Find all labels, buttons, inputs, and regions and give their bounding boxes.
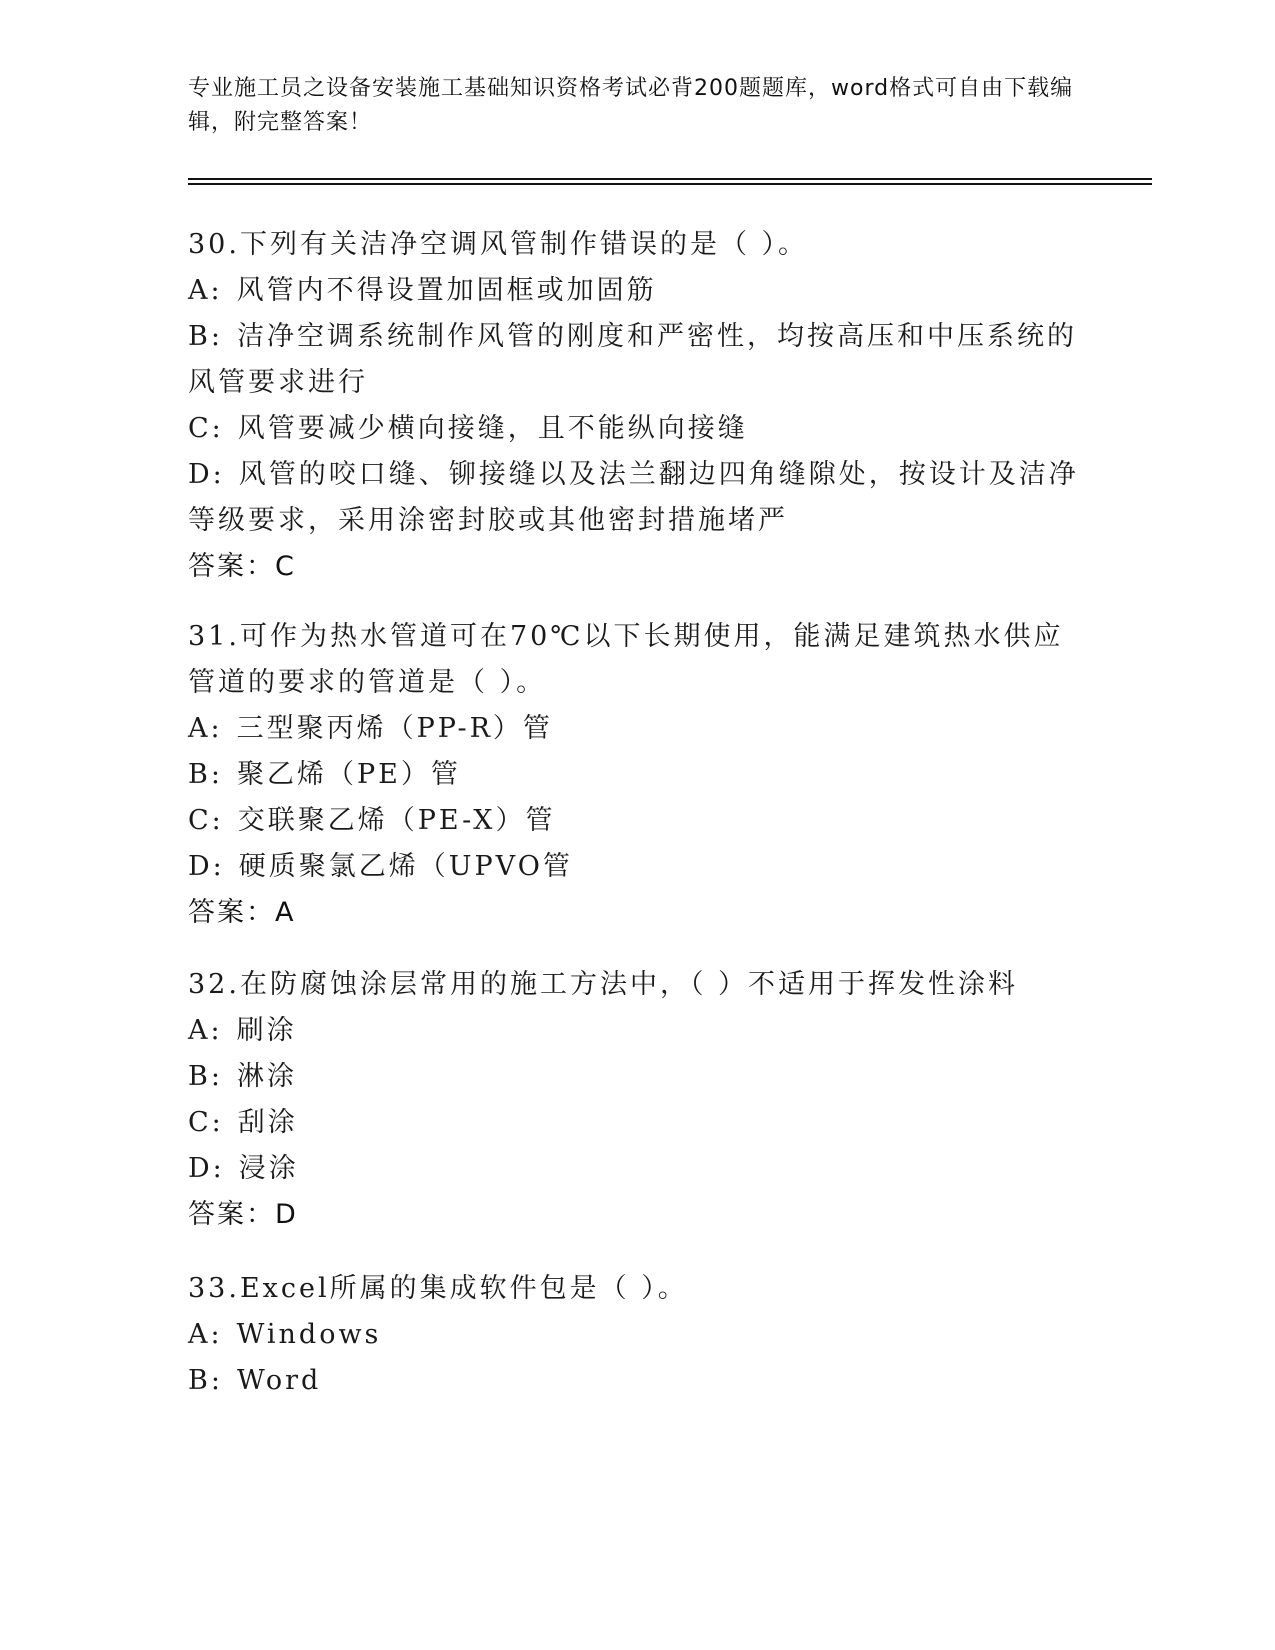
option-a [188, 268, 1088, 314]
option-text: Windows [236, 1319, 382, 1350]
option-a [188, 1008, 1088, 1054]
option-d [188, 844, 1088, 890]
question-31 [188, 614, 1088, 936]
header-divider-top [188, 178, 1152, 180]
question-text: 30.下列有关洁净空调风管制作错误的是（ ）。 [188, 229, 809, 260]
option-key: C: [188, 413, 224, 444]
option-b [188, 1054, 1088, 1100]
option-key: B: [188, 321, 223, 352]
option-c [188, 1100, 1088, 1146]
option-key: C: [188, 1107, 224, 1138]
option-text: 风管的咬口缝、铆接缝以及法兰翻边四角缝隙处，按设计及洁净等级要求，采用涂密封胶或其他密封措施堵严 [188, 459, 1079, 536]
question-text: 32.在防腐蚀涂层常用的施工方法中，（ ）不适用于挥发性涂料 [188, 969, 1019, 1000]
option-key: A: [188, 1319, 223, 1350]
document-header: 专业施工员之设备安装施工基础知识资格考试必背200题题库，word格式可自由下载编辑，附完整答案！ [188, 76, 1074, 135]
option-key: A: [188, 275, 223, 306]
question-text: 31.可作为热水管道可在70℃以下长期使用，能满足建筑热水供应管道的要求的管道是（ ）。 [188, 621, 1064, 698]
option-text: 浸涂 [238, 1153, 299, 1184]
option-text: 洁净空调系统制作风管的刚度和严密性，均按高压和中压系统的风管要求进行 [188, 321, 1077, 398]
option-text: Word [236, 1365, 322, 1396]
option-b [188, 752, 1088, 798]
header-divider-bottom [188, 183, 1152, 185]
option-c [188, 798, 1088, 844]
answer-label: 答案：A [188, 897, 296, 928]
question-30 [188, 222, 1088, 590]
option-text: 交联聚乙烯（PE-X）管 [237, 805, 556, 836]
option-key: A: [188, 713, 223, 744]
option-text: 聚乙烯（PE）管 [236, 759, 461, 790]
option-a [188, 1312, 1088, 1358]
question-text: 33.Excel所属的集成软件包是（ ）。 [188, 1273, 688, 1304]
option-b [188, 314, 1088, 406]
question-33 [188, 1266, 1088, 1404]
option-text: 硬质聚氯乙烯（UPVO管 [238, 851, 573, 882]
option-text: 风管要减少横向接缝，且不能纵向接缝 [237, 413, 748, 444]
option-key: A: [188, 1015, 223, 1046]
question-32 [188, 962, 1088, 1238]
option-text: 淋涂 [236, 1061, 297, 1092]
option-key: B: [188, 1365, 223, 1396]
option-text: 风管内不得设置加固框或加固筋 [236, 275, 657, 306]
option-d [188, 1146, 1088, 1192]
option-key: C: [188, 805, 224, 836]
option-text: 刮涂 [237, 1107, 298, 1138]
option-c [188, 406, 1088, 452]
option-key: D: [188, 459, 225, 490]
answer-label: 答案：D [188, 1199, 298, 1230]
option-key: D: [188, 1153, 225, 1184]
option-text: 三型聚丙烯（PP-R）管 [236, 713, 553, 744]
option-key: D: [188, 851, 225, 882]
option-d [188, 452, 1088, 544]
option-key: B: [188, 759, 223, 790]
option-b [188, 1358, 1088, 1404]
answer-label: 答案：C [188, 551, 296, 582]
option-a [188, 706, 1088, 752]
option-key: B: [188, 1061, 223, 1092]
option-text: 刷涂 [236, 1015, 297, 1046]
